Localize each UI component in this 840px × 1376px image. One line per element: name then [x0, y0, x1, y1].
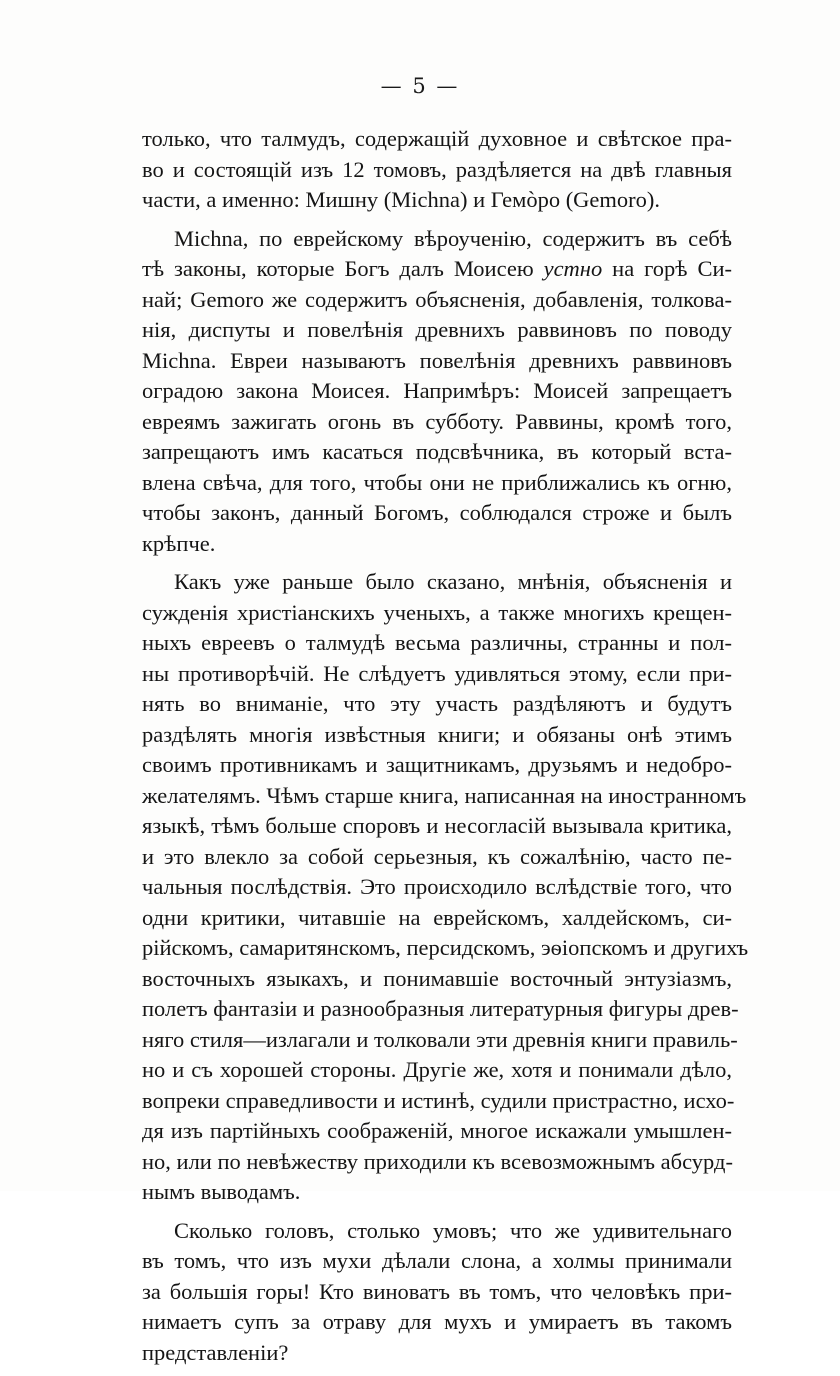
- text-line: полетъ фантазіи и разнообразныя литературныя фигуры древ-: [142, 996, 739, 1021]
- text-line: за большія горы! Кто виноватъ въ томъ, что человѣкъ при-: [142, 1278, 732, 1304]
- text-line: во и состоящій изъ 12 томовъ, раздѣляется на двѣ главныя: [142, 156, 732, 182]
- text-line: но, или по невѣжеству приходили къ всевозможнымъ абсурд-: [142, 1148, 733, 1174]
- text-line: восточныхъ языкахъ, и понимавшіе восточный энтузіазмъ,: [142, 965, 732, 991]
- paragraph-2: [142, 224, 732, 560]
- text-line: раздѣлять многія извѣстныя книги; и обязаны онѣ этимъ: [142, 721, 732, 747]
- paragraph-1: [142, 124, 732, 216]
- text-line: въ томъ, что изъ мухи дѣлали слона, а холмы принимали: [142, 1248, 732, 1273]
- paragraph-3: [142, 567, 749, 1208]
- text-line: чтобы законъ, данный Богомъ, соблюдался строже и былъ: [142, 500, 732, 525]
- text-line: Какъ уже раньше было сказано, мнѣнія, объясненія и: [174, 569, 732, 594]
- text-line: нять во вниманіе, что эту участь раздѣляютъ и будутъ: [142, 691, 732, 716]
- text-line: только, что талмудъ, содержащій духовное и свѣтское пра-: [142, 126, 732, 151]
- text-line: най; Gemoro же содержитъ объясненія, добавленія, толкова-: [142, 286, 732, 312]
- text-line: сужденія христіанскихъ ученыхъ, а также многихъ крещен-: [142, 599, 732, 625]
- text-line: рійскомъ, самаритянскомъ, персидскомъ, эѳіопскомъ и другихъ: [142, 935, 749, 960]
- text-line: и это влекло за собой серьезныя, къ сожалѣнію, часто пе-: [142, 843, 732, 869]
- paragraph-4: [142, 1216, 732, 1369]
- text-line: Michna, по еврейскому вѣроученію, содержитъ въ себѣ: [174, 225, 732, 251]
- text-line: части, а именно: Мишну (Michna) и Гемòро (Gemoro).: [142, 187, 661, 212]
- text-line: одни критики, читавшіе на еврейскомъ, халдейскомъ, си-: [142, 904, 732, 930]
- text-line: чальныя послѣдствія. Это происходило вслѣдствіе того, что: [142, 874, 732, 899]
- text-line: своимъ противникамъ и защитникамъ, друзьямъ и недобро-: [142, 752, 732, 777]
- text-line: няго стиля—излагали и толковали эти древнія книги правиль-: [142, 1026, 738, 1052]
- body-text: [142, 124, 749, 1376]
- text-line: запрещаютъ имъ касаться подсвѣчника, въ который вста-: [142, 439, 732, 464]
- text-line: желателямъ. Чѣмъ старше книга, написанная на иностранномъ: [142, 782, 747, 808]
- text-line: Сколько головъ, столько умовъ; что же удивительнаго: [174, 1217, 732, 1243]
- italic-word: устно: [543, 256, 603, 281]
- text-line: крѣпче.: [142, 530, 216, 556]
- text-line: представленіи?: [142, 1339, 289, 1365]
- text-line: нимаетъ супъ за отраву для мухъ и умираетъ въ такомъ: [142, 1309, 732, 1334]
- text-line: ныхъ евреевъ о талмудѣ весьма различны, странны и пол-: [142, 630, 732, 655]
- text-line: дя изъ партійныхъ соображеній, многое искажали умышлен-: [142, 1118, 732, 1143]
- text-line: вопреки справедливости и истинѣ, судили пристрастно, исхо-: [142, 1087, 735, 1113]
- page-number: — 5 —: [380, 74, 460, 98]
- text-line: Michna. Евреи называютъ повелѣнія древнихъ раввиновъ: [142, 347, 732, 373]
- text-line: нымъ выводамъ.: [142, 1179, 301, 1204]
- text-line: языкѣ, тѣмъ больше споровъ и несогласій вызывала критика,: [142, 813, 732, 838]
- text-line: ны противорѣчій. Не слѣдуетъ удивляться этому, если при-: [142, 660, 732, 686]
- text-line: но и съ хорошей стороны. Другіе же, хотя и понимали дѣло,: [142, 1057, 732, 1082]
- text-line-with-italic: тѣ законы, которые Богъ далъ Моисею устно на горѣ Си-: [142, 256, 732, 281]
- text-line: влена свѣча, для того, чтобы они не приближались къ огню,: [142, 469, 732, 495]
- text-line: евреямъ зажигать огонь въ субботу. Раввины, кромѣ того,: [142, 408, 732, 434]
- text-line: оградою закона Моисея. Напримѣръ: Моисей запрещаетъ: [142, 378, 732, 403]
- text-line: нія, диспуты и повелѣнія древнихъ раввиновъ по поводу: [142, 317, 732, 342]
